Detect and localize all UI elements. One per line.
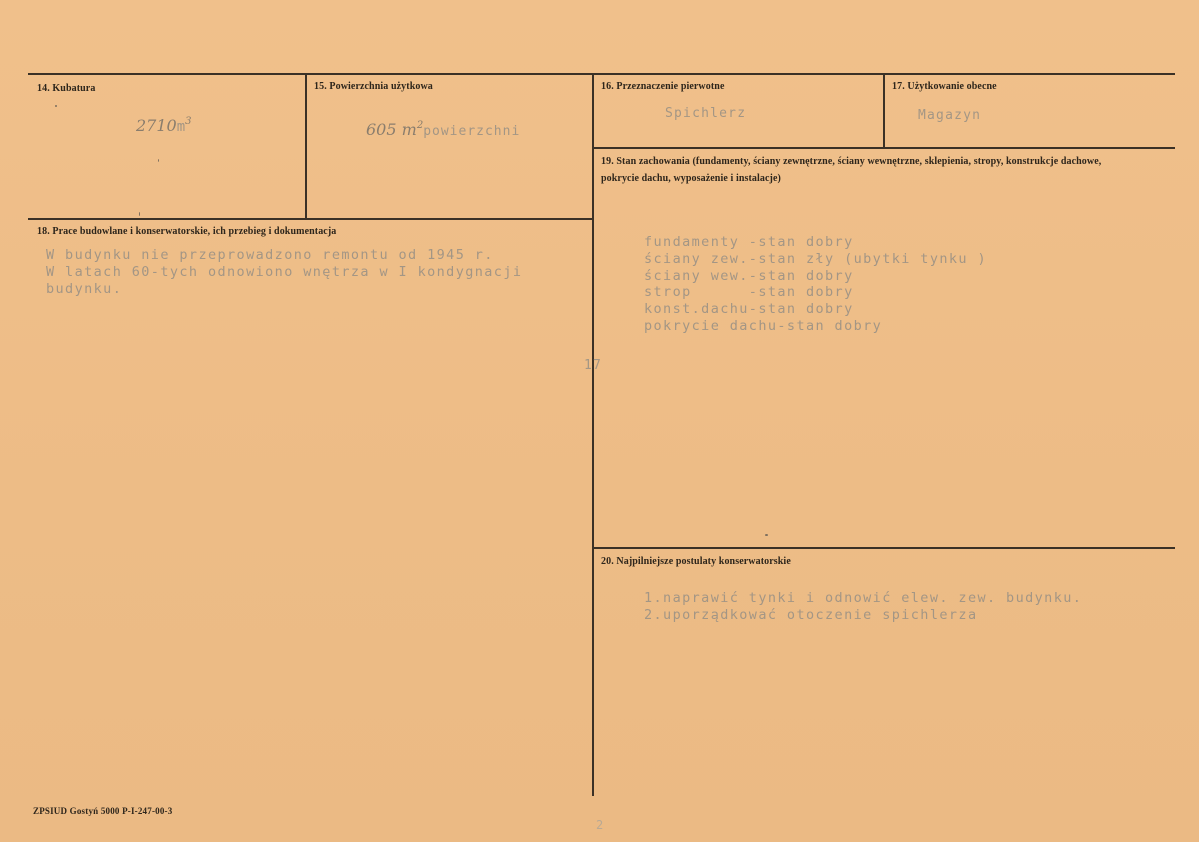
field-14-unit: m xyxy=(176,119,186,135)
top-rule xyxy=(28,73,1175,75)
field-14-sup: 3 xyxy=(185,116,192,127)
field-15-suffix: powierzchni xyxy=(423,124,521,139)
divider-left-right xyxy=(592,74,594,796)
printer-footer: ZPSIUD Gostyń 5000 P-I-247-00-3 xyxy=(33,806,173,816)
field-15-unit: m xyxy=(401,120,417,139)
field-17-value: Magazyn xyxy=(918,108,982,123)
field-19-line: konst.dachu-stan dobry xyxy=(644,301,854,318)
field-16-label: 16. Przeznaczenie pierwotne xyxy=(601,81,725,92)
field-18-line: W budynku nie przeprowadzono remontu od 1945 r. xyxy=(46,247,494,263)
field-19-line: strop -stan dobry xyxy=(644,284,854,301)
field-19-label: 19. Stan zachowania (fundamenty, ściany zewnętrzne, ściany wewnętrzne, sklepienia, stropy, konstrukcje dachowe, pokrycie dachu, wyposażenie i instalacje) xyxy=(601,156,1102,184)
field-14-label: 14. Kubatura xyxy=(37,83,96,94)
field-20-label: 20. Najpilniejsze postulaty konserwatorskie xyxy=(601,556,791,567)
field-19-line: fundamenty -stan dobry xyxy=(644,234,854,250)
field-15-value xyxy=(366,120,520,139)
field-15-label: 15. Powierzchnia użytkowa xyxy=(314,81,433,92)
divider-14-15 xyxy=(305,74,307,219)
bottom-mark: 2 xyxy=(596,818,605,832)
field-16-value: Spichlerz xyxy=(665,106,747,121)
divider-16-17 xyxy=(883,74,885,148)
field-14-number: 2710 xyxy=(136,116,177,135)
field-18-line: budynku. xyxy=(46,281,123,297)
field-15-sup: 2 xyxy=(416,120,424,131)
field-18-text xyxy=(46,247,522,298)
field-20-line: 1.naprawić tynki i odnowić elew. zew. budynku. xyxy=(644,590,1083,606)
field-17-label: 17. Użytkowanie obecne xyxy=(892,81,997,92)
paper-speck xyxy=(139,212,140,216)
field-18-label: 18. Prace budowlane i konserwatorskie, ich przebieg i dokumentacja xyxy=(37,226,337,237)
rule-below-16-17 xyxy=(593,147,1175,149)
paper-speck xyxy=(158,159,159,162)
field-18-line: W latach 60-tych odnowiono wnętrza w I kondygnacji xyxy=(46,264,523,280)
field-19-text xyxy=(644,234,987,335)
field-14-value xyxy=(136,116,192,135)
field-20-text xyxy=(644,590,1082,624)
field-19-line: ściany zew.-stan zły (ubytki tynku ) xyxy=(644,250,987,267)
rule-below-14-15 xyxy=(28,218,593,220)
paper-speck xyxy=(765,534,768,536)
page-number: 17 xyxy=(584,358,603,373)
field-19-line: pokrycie dachu-stan dobry xyxy=(644,317,883,334)
field-15-number: 605 xyxy=(366,120,397,139)
rule-above-20 xyxy=(593,547,1175,549)
paper-speck xyxy=(55,105,57,107)
field-20-line: 2.uporządkować otoczenie spichlerza xyxy=(644,607,978,623)
field-19-line: ściany wew.-stan dobry xyxy=(644,267,854,284)
